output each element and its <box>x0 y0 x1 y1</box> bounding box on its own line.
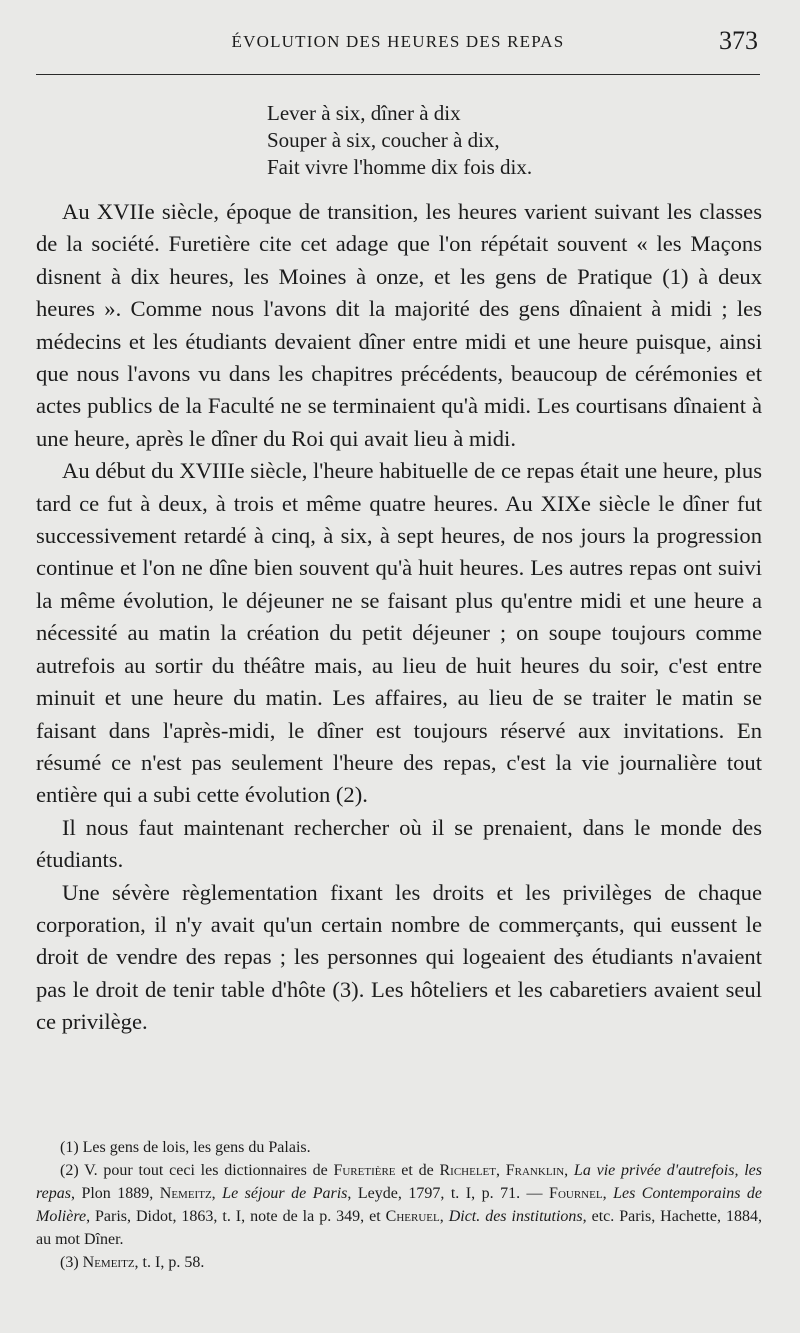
book-title: Dict. des institutions <box>448 1208 583 1225</box>
verse-line: Lever à six, dîner à dix <box>267 101 461 125</box>
paragraph: Au début du XVIIIe siècle, l'heure habituelle de ce repas était une heure, plus tard ce fut à deux, à trois et même quatre heures. Au XIXe siècle le dîner fut successivement retardé à cinq, à six, à sept heures, de nos jours la progression continue et l'on ne dîne bien souvent qu'à huit heures. Les autres repas ont suivi la même évolution, le déjeuner ne se faisant plus qu'entre midi et une heure a nécessité au matin la création du petit déjeuner ; on soupe toujours comme autrefois au sortir du théâtre mais, au lieu de huit heures du soir, c'est entre minuit et une heure du matin. Les affaires, au lieu de se traiter le matin se faisant dans l'après-midi, le dîner est toujours réservé aux invitations. En résumé ce n'est pas seulement l'heure des repas, c'est la vie journalière tout entière qui a subi cette évolution (2). <box>36 458 762 808</box>
footnote-text: (3) <box>60 1254 83 1271</box>
footnote-text: , <box>211 1185 223 1202</box>
verse-line: Souper à six, coucher à dix, <box>267 128 500 152</box>
paragraph: Il nous faut maintenant rechercher où il se prenaient, dans le monde des étudiants. <box>36 814 762 873</box>
author-name: Furetière <box>333 1162 396 1179</box>
footnote-2 <box>36 1159 762 1251</box>
author-name: Franklin <box>505 1162 565 1179</box>
verse-line: Fait vivre l'homme dix fois dix. <box>267 155 533 179</box>
book-title: La vie privée d'autrefois, les repas <box>36 1162 762 1202</box>
running-title: ÉVOLUTION DES HEURES DES REPAS <box>231 32 565 51</box>
footnote-text: , Plon 1889, <box>70 1185 160 1202</box>
author-name: Richelet <box>439 1162 496 1179</box>
paragraph: Au XVIIe siècle, époque de transition, les heures varient suivant les classes de la société. Furetière cite cet adage que l'on répétait souvent « les Maçons disnent à dix heures, les Moines à onze, et les gens de Pratique (1) à deux heures ». Comme nous l'avons dit la majorité des gens dînaient à midi ; les médecins et les étudiants devaient dîner entre midi et une heure puisque, ainsi que nous l'avons vu dans les chapitres précédents, beaucoup de cérémonies et actes publics de la Faculté ne se terminaient qu'à midi. Les courtisans dînaient à une heure, après le dîner du Roi qui avait lieu à midi. <box>36 199 762 451</box>
paragraph: Une sévère règlementation fixant les droits et les privilèges de chaque corporation, il n'y avait qu'un certain nombre de commerçants, qui eussent le droit de vendre des repas ; les personnes qui logeaient des étudiants n'avaient pas le droit de tenir table d'hôte (3). Les hôteliers et les cabaretiers avaient seul ce privilège. <box>36 879 762 1035</box>
author-name: Nemeitz <box>82 1254 135 1271</box>
footnote-text: , <box>439 1208 449 1225</box>
book-title: Les Contemporains de Molière <box>36 1185 763 1225</box>
footnote-text: (2) V. pour tout ceci les dictionnaires de <box>60 1162 334 1179</box>
footnote-text: , <box>564 1162 574 1179</box>
footnote-1: (1) Les gens de lois, les gens du Palais. <box>60 1139 311 1156</box>
author-name: Fournel <box>549 1185 603 1202</box>
footnote-text: , Leyde, 1797, t. I, p. 71. — <box>347 1185 550 1202</box>
footnotes <box>36 1136 762 1274</box>
footnote-text: , <box>495 1162 506 1179</box>
author-name: Cheruel <box>385 1208 440 1225</box>
body-text <box>36 196 762 1039</box>
page-number: 373 <box>719 26 758 55</box>
footnote-text: , etc. Paris, Hachette, 1884, au mot Dîner. <box>36 1208 762 1248</box>
footnote-text: , Paris, Didot, 1863, t. I, note de la p. 349, et <box>86 1208 386 1225</box>
footnote-text: et de <box>395 1162 440 1179</box>
verse-quote <box>267 100 532 181</box>
footnote-3 <box>36 1251 762 1274</box>
page-header <box>36 26 760 58</box>
footnote-text: , t. I, p. 58. <box>134 1254 205 1271</box>
footnote-text: , <box>602 1185 614 1202</box>
header-rule <box>36 74 760 75</box>
book-title: Le séjour de Paris <box>222 1185 348 1202</box>
author-name: Nemeitz <box>159 1185 212 1202</box>
